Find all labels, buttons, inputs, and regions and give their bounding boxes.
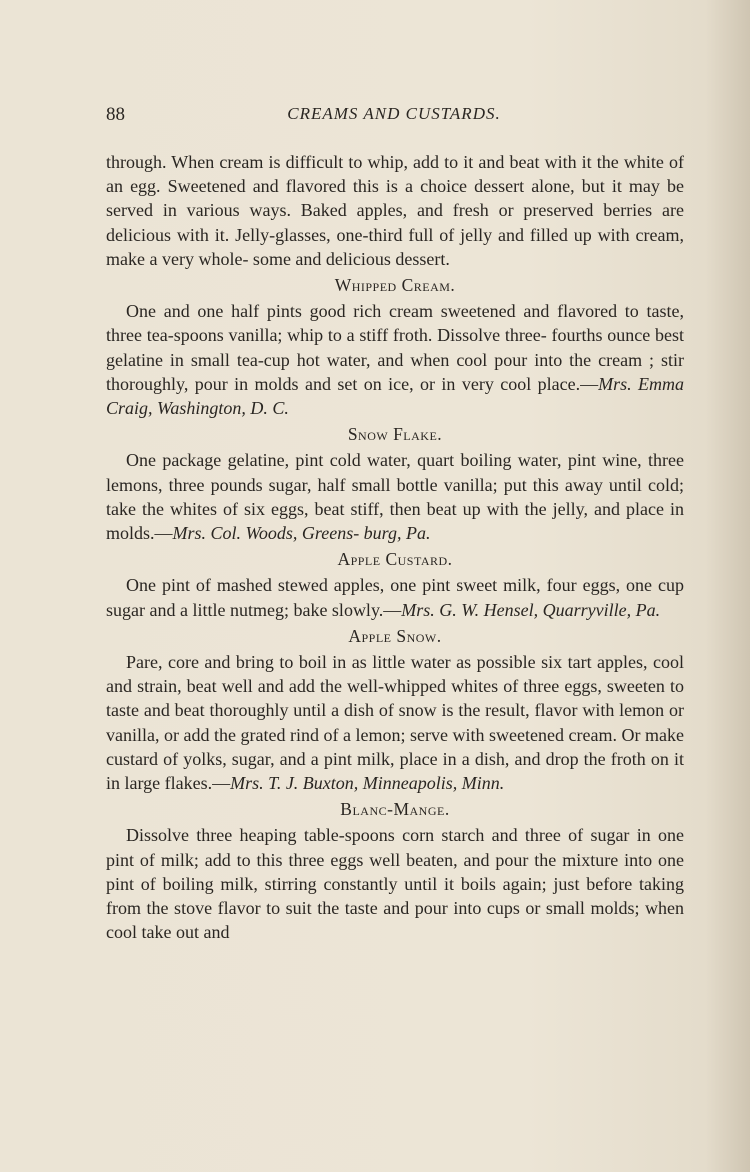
recipe-body-whipped-cream <box>106 299 684 420</box>
recipe-credit: Mrs. T. J. Buxton, Minneapolis, Minn. <box>230 773 505 794</box>
page-number: 88 <box>106 104 125 125</box>
recipe-body-apple-custard <box>106 573 684 621</box>
recipe-title-snow-flake: Snow Flake. <box>347 424 443 445</box>
recipe-text: Dissolve three heaping table-spoons corn starch and three of sugar in one pint of milk; add to this three eggs well beaten, and pour the mixture into one pint of boiling milk, stirring constantly until it boils again; just before taking from the stove flavor to suit the taste and pour into cups or small molds; when cool take out and <box>106 825 684 943</box>
recipe-text: One and one half pints good rich cream sweetened and flavored to taste, three tea-spoons vanilla; whip to a stiff froth. Dissolve three- fourths ounce best gelatine in small tea-cup hot water, and when cool pour into the cream ; stir thoroughly, pour in molds and set on ice, or in very cool place.— <box>106 301 684 394</box>
recipe-title-apple-custard: Apple Custard. <box>337 549 453 570</box>
running-title: CREAMS AND CUSTARDS. <box>287 104 501 123</box>
recipe-body-snow-flake <box>106 448 684 545</box>
recipe-title-blanc-mange: Blanc-Mange. <box>340 799 450 820</box>
page-body <box>106 150 684 945</box>
recipe-title-whipped-cream: Whipped Cream. <box>334 275 456 296</box>
recipe-body-apple-snow <box>106 650 684 795</box>
recipe-credit: Mrs. Col. Woods, Greens- burg, Pa. <box>172 523 431 544</box>
recipe-text: One pint of mashed stewed apples, one pint sweet milk, four eggs, one cup sugar and a little nutmeg; bake slowly.— <box>106 575 684 620</box>
recipe-credit: Mrs. Emma Craig, Washington, D. C. <box>106 373 684 419</box>
intro-paragraph: through. When cream is difficult to whip, add to it and beat with it the white of an egg. Sweetened and flavored this is a choice dessert alone, but it may be served in various ways. Baked apples, and fresh or preserved berries are delicious with it. Jelly-glasses, one-third full of jelly and filled up with cream, make a very whole- some and delicious dessert. <box>106 152 684 269</box>
recipe-body-blanc-mange <box>106 823 684 944</box>
recipe-text: One package gelatine, pint cold water, quart boiling water, pint wine, three lemons, three pounds sugar, half small bottle vanilla; put this away until cold; take the whites of six eggs, beat stiff, then beat up with the jelly, and place in molds.— <box>106 450 684 544</box>
recipe-credit: Mrs. G. W. Hensel, Quarryville, Pa. <box>401 599 661 620</box>
recipe-title-apple-snow: Apple Snow. <box>348 625 442 646</box>
page-header <box>106 104 682 134</box>
recipe-text: Pare, core and bring to boil in as little water as possible six tart apples, cool and strain, beat well and add the well-whipped whites of three eggs, sweeten to taste and beat thoroughly until a dish of snow is the result, flavor with lemon or vanilla, or add the grated rind of a lemon; serve with sweetened cream. Or make custard of yolks, sugar, and a pint milk, place in a dish, and drop the froth on it in large flakes.— <box>106 652 684 794</box>
